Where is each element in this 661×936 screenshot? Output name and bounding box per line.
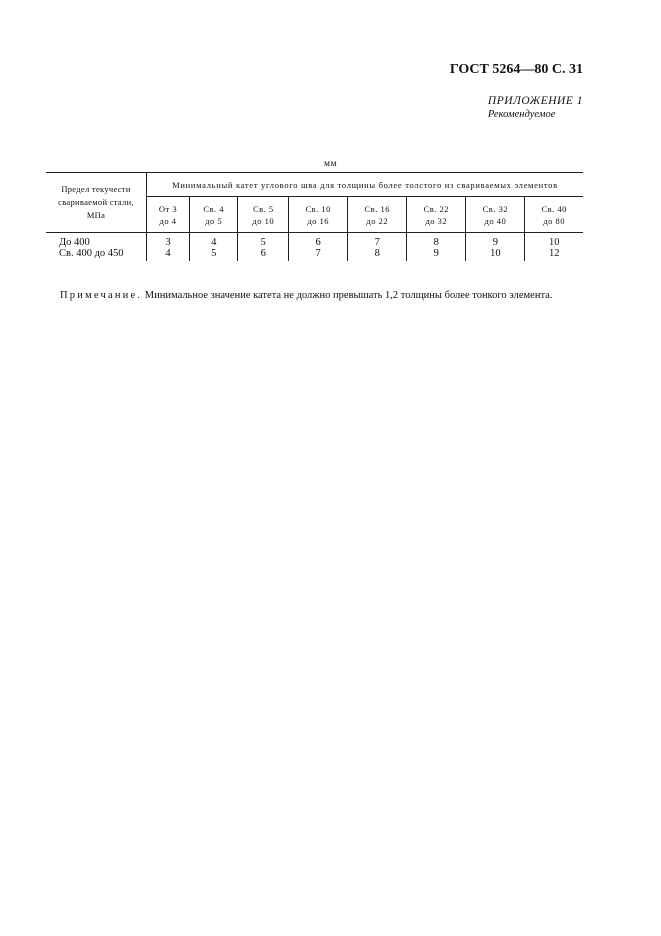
table-cell: 10 [525, 233, 583, 249]
table-cell: 5 [238, 233, 289, 249]
range-from: Св. 4 [203, 203, 225, 214]
table-note [46, 289, 583, 302]
appendix-status: Рекомендуемое [487, 109, 556, 120]
appendix-block [488, 94, 583, 122]
table-cell: 4 [189, 233, 237, 249]
thickness-range-header [289, 197, 348, 233]
min-leg-header: Минимальный катет углового шва для толщины более толстого из свариваемых элементов [147, 173, 584, 197]
table-cell: 7 [289, 248, 348, 261]
range-to: до 32 [425, 215, 448, 226]
table-cell: 9 [407, 248, 466, 261]
thickness-range-header [407, 197, 466, 233]
note-label: Примечание. [60, 289, 143, 301]
table-cell: 7 [348, 233, 407, 249]
range-to: до 10 [252, 215, 275, 226]
table-cell: 8 [407, 233, 466, 249]
table-cell: 4 [147, 248, 190, 261]
table-cell: 9 [466, 233, 525, 249]
range-from: Св. 22 [423, 203, 450, 214]
table-cell: 10 [466, 248, 525, 261]
table-row [46, 248, 583, 261]
thickness-range-header [147, 197, 190, 233]
thickness-range-header [525, 197, 583, 233]
table-cell: 5 [189, 248, 237, 261]
note-text: Минимальное значение катета не должно превышать 1,2 толщины более тонкого элемента. [142, 289, 553, 301]
table-cell: 8 [348, 248, 407, 261]
range-from: Св. 40 [541, 203, 567, 214]
table-cell: 6 [238, 248, 289, 261]
range-to: до 4 [159, 215, 177, 226]
units-label: мм [323, 159, 338, 169]
range-from: Св. 16 [364, 203, 390, 214]
thickness-range-header [348, 197, 407, 233]
weld-leg-table [46, 172, 583, 261]
range-from: Св. 5 [252, 203, 274, 214]
row-label: Св. 400 до 450 [46, 248, 147, 261]
yield-strength-header [46, 173, 147, 233]
range-from: Св. 10 [305, 203, 331, 214]
document-header [450, 62, 583, 78]
range-to: до 22 [366, 215, 389, 226]
row-label: До 400 [46, 233, 147, 249]
range-from: От 3 [158, 203, 178, 214]
thickness-range-header [466, 197, 525, 233]
yield-strength-header-line: свариваемой стали, [58, 197, 134, 207]
standard-title: ГОСТ 5264—80 С. 31 [449, 62, 583, 77]
yield-strength-header-line: Предел текучести [61, 184, 131, 194]
thickness-range-header [189, 197, 237, 233]
appendix-label: ПРИЛОЖЕНИЕ 1 [487, 95, 583, 107]
range-to: до 5 [205, 215, 223, 226]
range-to: до 40 [484, 215, 507, 226]
table-row [46, 233, 583, 249]
table-cell: 12 [525, 248, 583, 261]
range-from: Св. 32 [482, 203, 509, 214]
thickness-range-header [238, 197, 289, 233]
yield-strength-header-line: МПа [86, 210, 106, 220]
table-cell: 3 [147, 233, 190, 249]
range-to: до 16 [307, 215, 330, 226]
table-cell: 6 [289, 233, 348, 249]
range-to: до 80 [543, 215, 566, 226]
